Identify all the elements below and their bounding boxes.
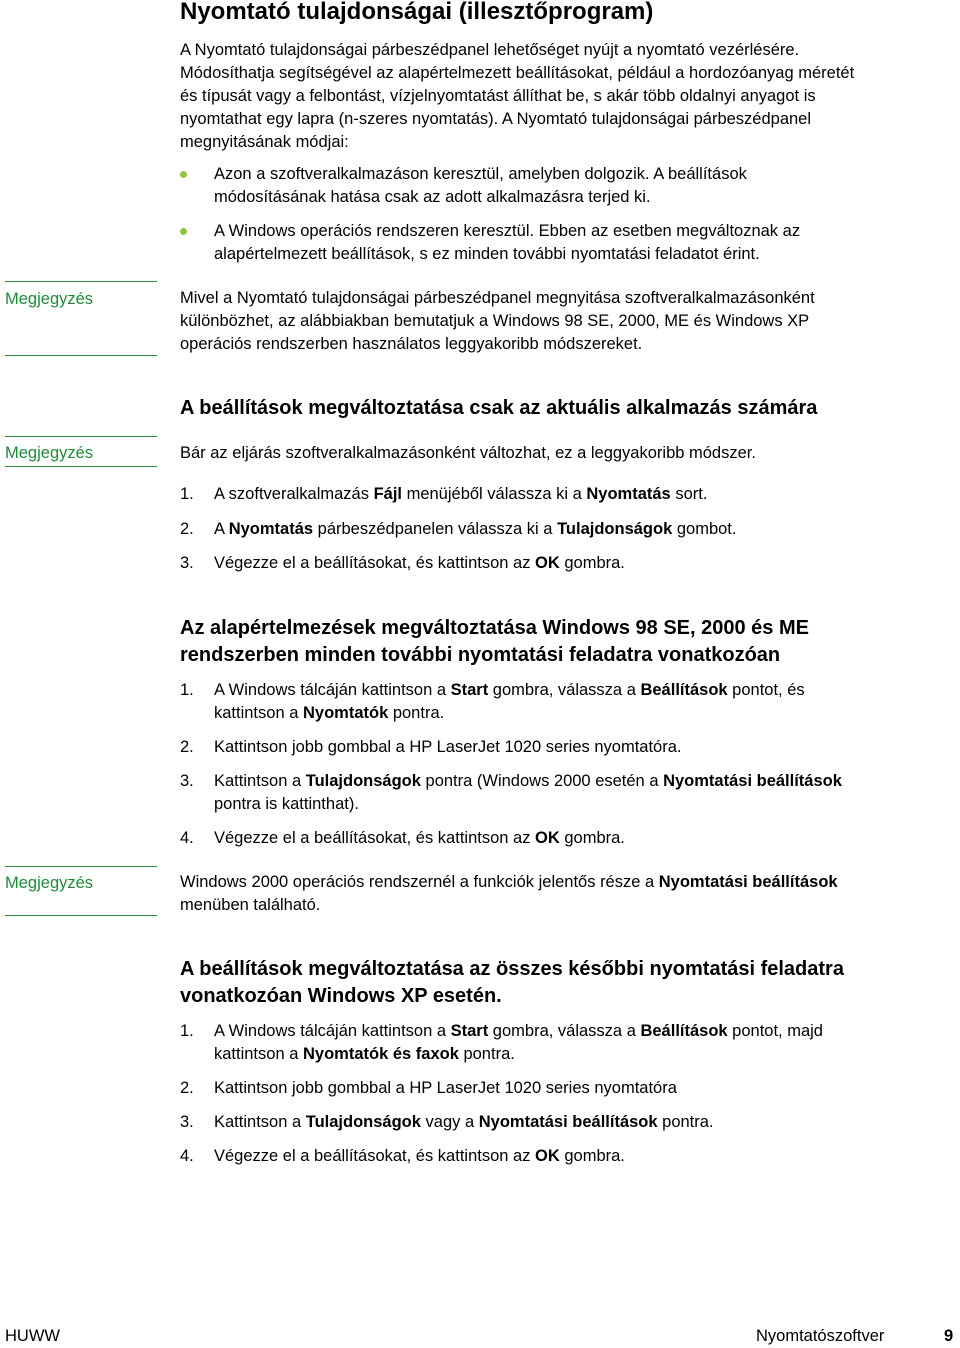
note-rule-top bbox=[5, 281, 157, 282]
step-number: 2. bbox=[180, 520, 194, 538]
step-number: 1. bbox=[180, 681, 194, 699]
bullet-icon bbox=[180, 228, 187, 235]
note-rule-bottom bbox=[5, 466, 157, 467]
section-heading: A beállítások megváltoztatása az összes későbbi nyomtatási feladatra vonatkozóan Windows XP esetén. bbox=[180, 958, 844, 1007]
intro-line: és típusát vagy a felbontást, vízjelnyomtatást állíthat be, s akár több oldalnyi anyagot is bbox=[180, 87, 816, 105]
bullet-icon bbox=[180, 171, 187, 178]
step-number: 3. bbox=[180, 1113, 194, 1131]
step-number: 2. bbox=[180, 738, 194, 756]
intro-paragraph bbox=[180, 39, 940, 154]
note-text: Bár az eljárás szoftveralkalmazásonként változhat, ez a leggyakoribb módszer. bbox=[180, 444, 756, 462]
step-number: 1. bbox=[180, 485, 194, 503]
section-heading: A beállítások megváltoztatása csak az aktuális alkalmazás számára bbox=[180, 397, 818, 419]
note-line: különbözhet, az alábbiakban bemutatjuk a Windows 98 SE, 2000, ME és Windows XP bbox=[180, 312, 810, 330]
section-heading: Az alapértelmezések megváltoztatása Windows 98 SE, 2000 és ME rendszerben minden további nyomtatási feladatra vonatkozóan bbox=[180, 617, 809, 666]
page-title: Nyomtató tulajdonságai (illesztőprogram) bbox=[180, 0, 654, 25]
note-rule-bottom bbox=[5, 355, 157, 356]
step-number: 2. bbox=[180, 1079, 194, 1097]
bullet-line: Azon a szoftveralkalmazáson keresztül, amelyben dolgozik. A beállítások bbox=[214, 165, 747, 183]
step-number: 1. bbox=[180, 1022, 194, 1040]
intro-line: megnyitásának módjai: bbox=[180, 133, 349, 151]
page-number: 9 bbox=[944, 1327, 954, 1345]
note-label: Megjegyzés bbox=[5, 874, 94, 892]
note-label: Megjegyzés bbox=[5, 290, 94, 308]
note-text: Windows 2000 operációs rendszernél a funkciók jelentős része a Nyomtatási beállítások menüben található. bbox=[180, 873, 838, 914]
note-text bbox=[180, 287, 940, 356]
note-rule-bottom bbox=[5, 915, 157, 916]
intro-line: Módosíthatja segítségével az alapértelmezett beállításokat, például a hordozóanyag méretét bbox=[180, 64, 855, 82]
step-number: 4. bbox=[180, 829, 194, 847]
step-number: 3. bbox=[180, 554, 194, 572]
note-rule-top bbox=[5, 436, 157, 437]
intro-line: A Nyomtató tulajdonságai párbeszédpanel lehetőséget nyújt a nyomtató vezérlésére. bbox=[180, 41, 800, 59]
bullet-line: módosításának hatása csak az adott alkalmazásra terjed ki. bbox=[214, 188, 651, 206]
footer-section: Nyomtatószoftver bbox=[756, 1327, 885, 1345]
bullet-line: alapértelmezett beállítások, s ez minden további nyomtatási feladatot érint. bbox=[214, 245, 760, 263]
step-number: 3. bbox=[180, 772, 194, 790]
intro-line: nyomtathat egy lapra (n-szeres nyomtatás). A Nyomtató tulajdonságai párbeszédpanel bbox=[180, 110, 812, 128]
note-line: operációs rendszerben használatos leggyakoribb módszereket. bbox=[180, 335, 643, 353]
note-label: Megjegyzés bbox=[5, 444, 94, 462]
footer-left: HUWW bbox=[5, 1327, 60, 1345]
note-line: Mivel a Nyomtató tulajdonságai párbeszédpanel megnyitása szoftveralkalmazásonként bbox=[180, 289, 815, 307]
step-number: 4. bbox=[180, 1147, 194, 1165]
bullet-line: A Windows operációs rendszeren keresztül. Ebben az esetben megváltoznak az bbox=[214, 222, 801, 240]
note-rule-top bbox=[5, 866, 157, 867]
